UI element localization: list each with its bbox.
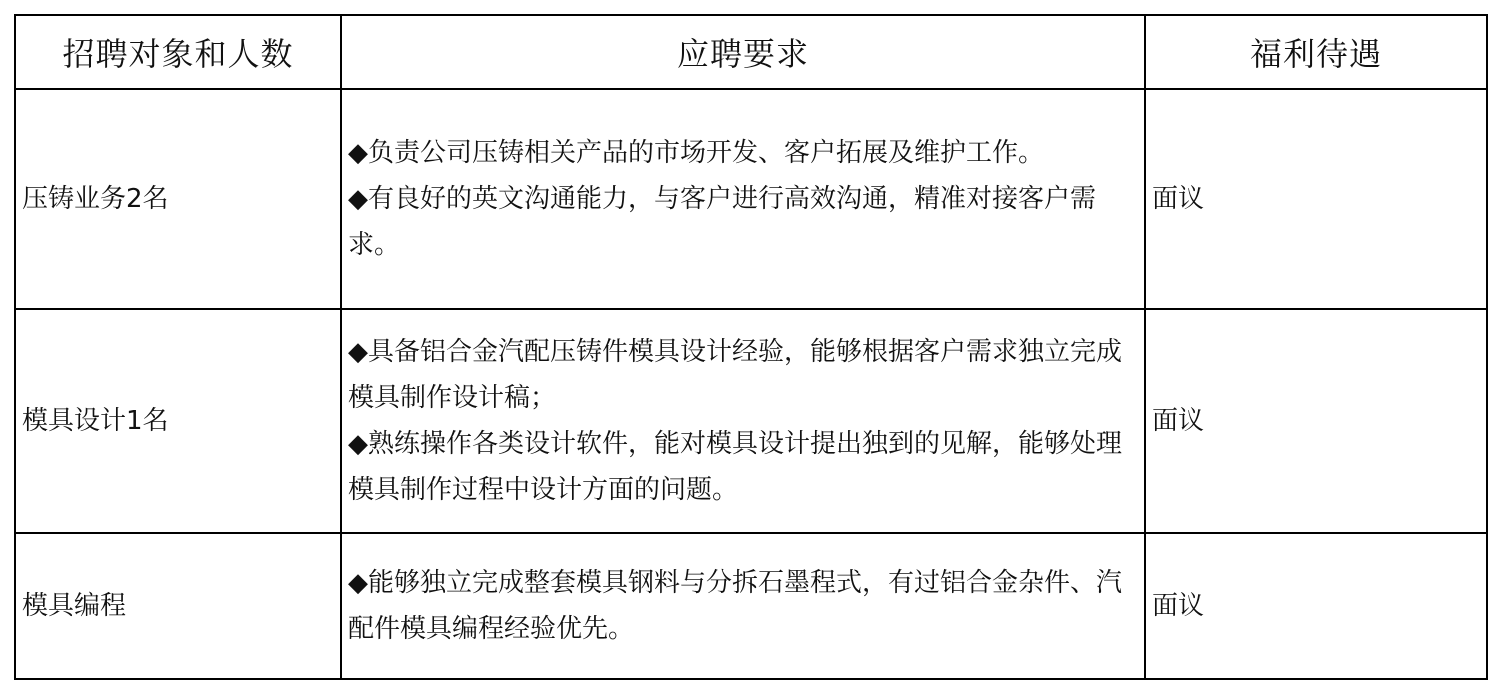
table-row [15, 533, 1487, 679]
requirement-item: ◆熟练操作各类设计软件，能对模具设计提出独到的见解，能够处理模具制作过程中设计方面的问题。 [348, 429, 1122, 505]
benefit-cell: 面议 [1145, 533, 1487, 679]
header-requirements: 应聘要求 [341, 15, 1145, 89]
requirement-item: ◆能够独立完成整套模具钢料与分拆石墨程式，有过铝合金杂件、汽配件模具编程经验优先。 [348, 568, 1122, 644]
requirements-cell [341, 89, 1145, 309]
position-cell: 模具设计1名 [15, 309, 341, 533]
benefit-cell: 面议 [1145, 89, 1487, 309]
table-row [15, 309, 1487, 533]
recruitment-table [14, 14, 1488, 680]
header-row [15, 15, 1487, 89]
requirement-item: ◆负责公司压铸相关产品的市场开发、客户拓展及维护工作。 [348, 138, 1044, 168]
header-benefits: 福利待遇 [1145, 15, 1487, 89]
table-header [15, 15, 1487, 89]
requirement-item: ◆具备铝合金汽配压铸件模具设计经验，能够根据客户需求独立完成模具制作设计稿； [348, 337, 1122, 413]
position-cell: 压铸业务2名 [15, 89, 341, 309]
header-target: 招聘对象和人数 [15, 15, 341, 89]
requirements-cell [341, 309, 1145, 533]
requirement-item: ◆有良好的英文沟通能力，与客户进行高效沟通，精准对接客户需求。 [348, 184, 1096, 260]
table-row [15, 89, 1487, 309]
benefit-cell: 面议 [1145, 309, 1487, 533]
requirements-cell [341, 533, 1145, 679]
table-body [15, 89, 1487, 679]
position-cell: 模具编程 [15, 533, 341, 679]
